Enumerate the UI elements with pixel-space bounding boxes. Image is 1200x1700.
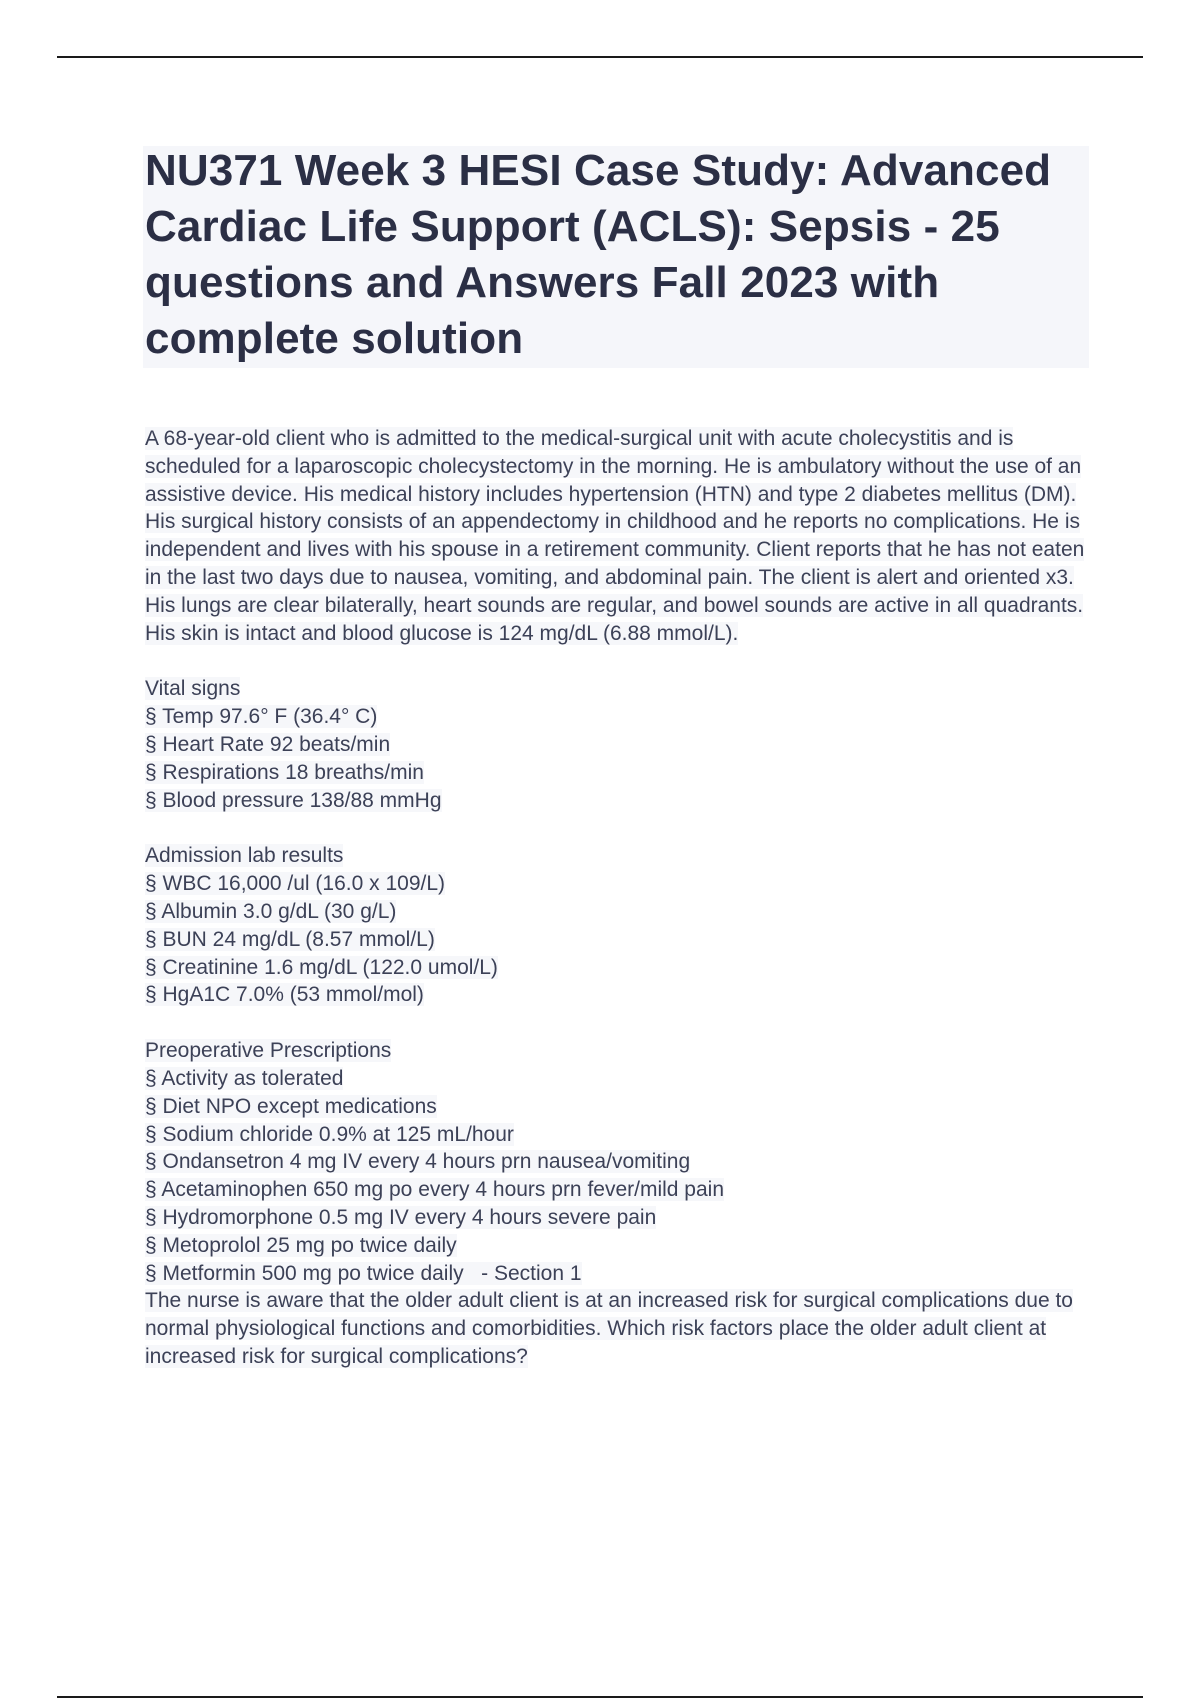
- list-item: § Acetaminophen 650 mg po every 4 hours prn fever/mild pain: [145, 1178, 725, 1202]
- list-item: § HgA1C 7.0% (53 mmol/mol): [145, 983, 424, 1007]
- document-body: [145, 425, 1090, 1371]
- list-item: § Albumin 3.0 g/dL (30 g/L): [145, 899, 397, 923]
- list-item: § Diet NPO except medications: [145, 1094, 437, 1118]
- lab-results-heading: Admission lab results: [145, 844, 344, 868]
- question-text: The nurse is aware that the older adult client is at an increased risk for surgical complications due to normal physiological functions and comorbidities. Which risk factors place the older adult client at increased risk for surgical complications?: [145, 1289, 1073, 1368]
- lab-results-section: [145, 842, 1090, 1009]
- list-item: § BUN 24 mg/dL (8.57 mmol/L): [145, 927, 435, 951]
- case-intro-text: A 68-year-old client who is admitted to the medical-surgical unit with acute cholecystitis and is scheduled for a laparoscopic cholecystectomy in the morning. He is ambulatory without the use of an assistive device. His medical history includes hypertension (HTN) and type 2 diabetes mellitus (DM). His surgical history consists of an appendectomy in childhood and he reports no complications. He is independent and lives with his spouse in a retirement community. Client reports that he has not eaten in the last two days due to nausea, vomiting, and abdominal pain. The client is alert and oriented x3. His lungs are clear bilaterally, heart sounds are regular, and bowel sounds are active in all quadrants. His skin is intact and blood glucose is 124 mg/dL (6.88 mmol/L).: [145, 427, 1085, 645]
- list-item: § Activity as tolerated: [145, 1066, 344, 1090]
- top-rule: [57, 56, 1143, 58]
- list-item: § Ondansetron 4 mg IV every 4 hours prn nausea/vomiting: [145, 1150, 691, 1174]
- list-item: § Heart Rate 92 beats/min: [145, 732, 391, 756]
- prescriptions-section: [145, 1037, 1090, 1287]
- list-item: § Temp 97.6° F (36.4° C): [145, 705, 378, 729]
- list-item: § Creatinine 1.6 mg/dL (122.0 umol/L): [145, 955, 498, 979]
- prescriptions-heading: Preoperative Prescriptions: [145, 1039, 392, 1063]
- bottom-rule: [57, 1696, 1143, 1698]
- case-intro: [145, 425, 1090, 647]
- list-item: § WBC 16,000 /ul (16.0 x 109/L): [145, 872, 445, 896]
- list-item: § Respirations 18 breaths/min: [145, 760, 424, 784]
- list-item: § Blood pressure 138/88 mmHg: [145, 788, 442, 812]
- list-item: § Hydromorphone 0.5 mg IV every 4 hours severe pain: [145, 1205, 657, 1229]
- document-title: NU371 Week 3 HESI Case Study: Advanced Cardiac Life Support (ACLS): Sepsis - 25 questions and Answers Fall 2023 with complete solution: [145, 146, 1052, 363]
- list-item: § Sodium chloride 0.9% at 125 mL/hour: [145, 1122, 514, 1146]
- list-item: § Metformin 500 mg po twice daily - Section 1: [145, 1261, 582, 1285]
- vital-signs-heading: Vital signs: [145, 677, 241, 701]
- list-item: § Metoprolol 25 mg po twice daily: [145, 1233, 457, 1257]
- vital-signs-section: [145, 675, 1090, 814]
